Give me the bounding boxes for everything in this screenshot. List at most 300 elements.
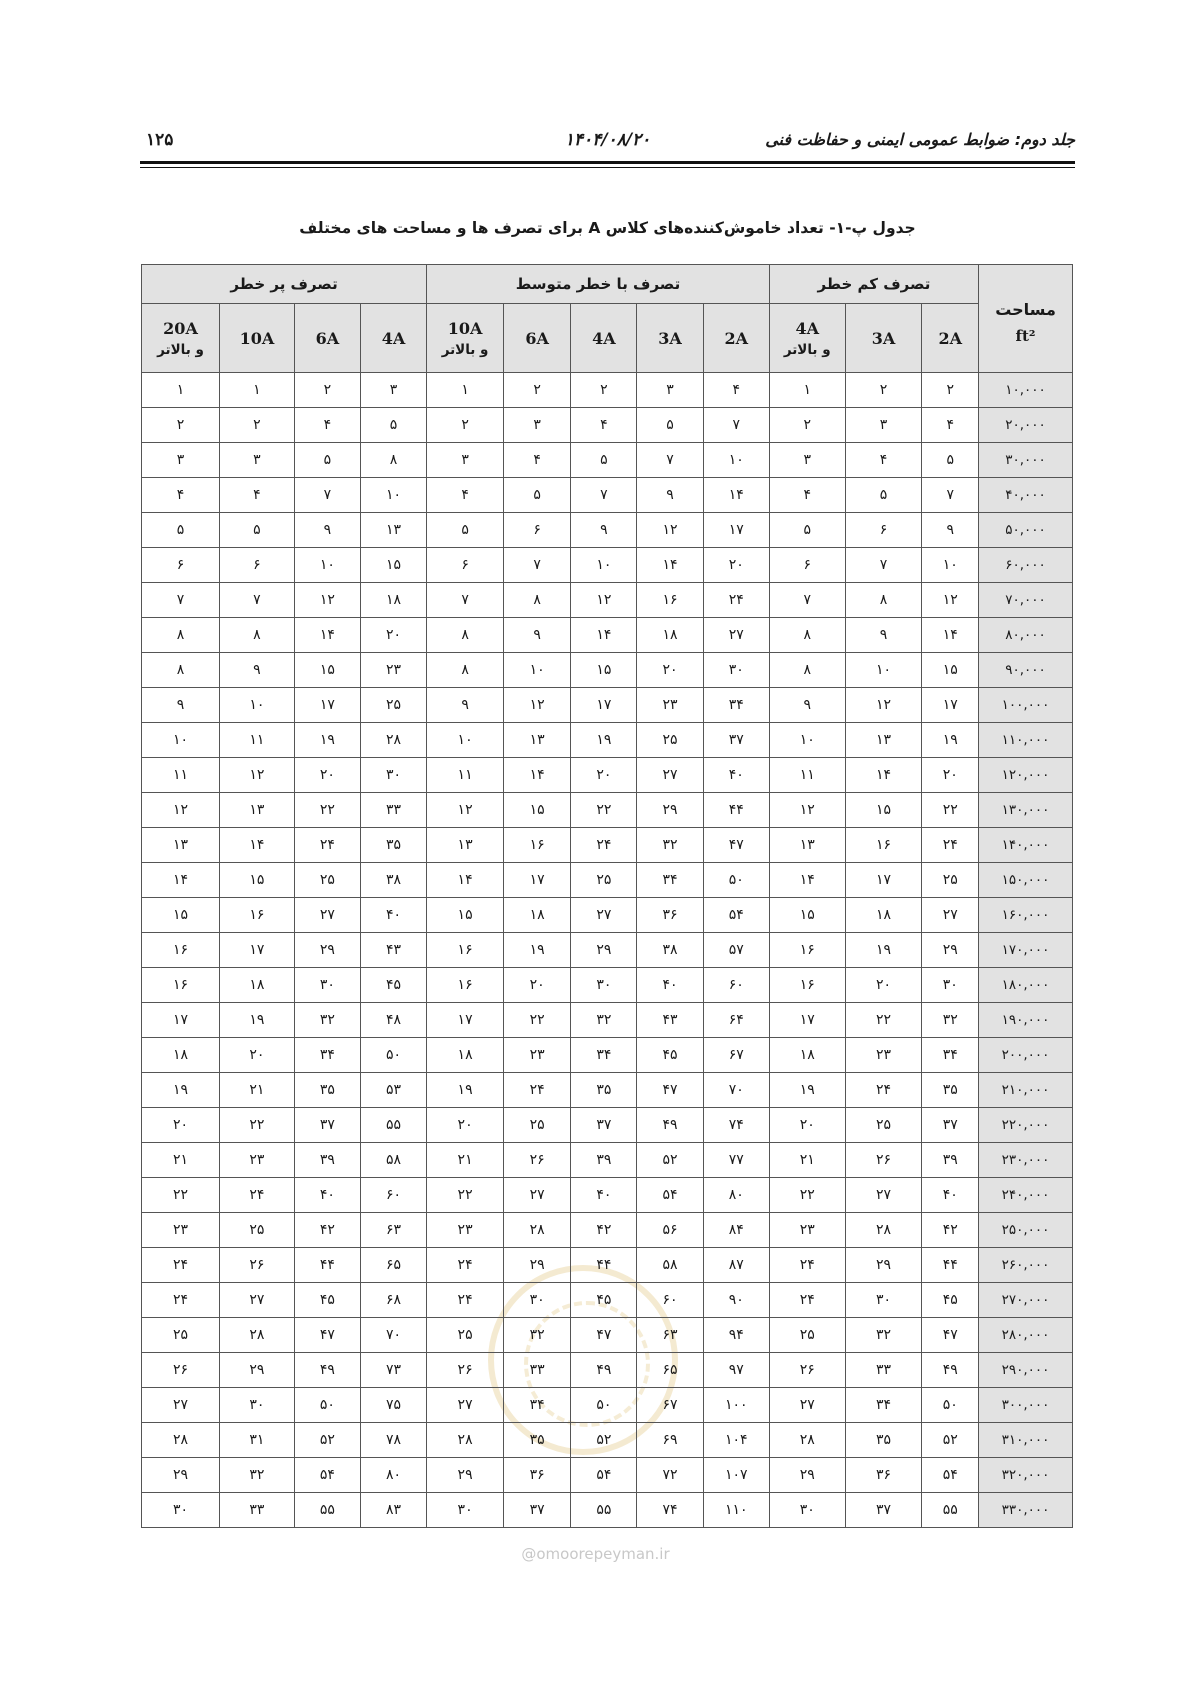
- count-cell: ۱۷: [504, 863, 571, 898]
- count-cell: ۳: [845, 408, 922, 443]
- table-row: [142, 688, 1073, 723]
- count-cell: ۴: [504, 443, 571, 478]
- count-cell: ۶: [845, 513, 922, 548]
- count-cell: ۳۰: [360, 758, 426, 793]
- count-cell: ۲۹: [220, 1353, 295, 1388]
- count-cell: ۸: [427, 653, 504, 688]
- count-cell: ۲۹: [571, 933, 637, 968]
- group-low-hazard: تصرف کم خطر: [769, 265, 978, 304]
- count-cell: ۱۷: [769, 1003, 845, 1038]
- count-cell: ۳: [637, 373, 703, 408]
- table-row: [142, 1423, 1073, 1458]
- count-cell: ۴۰: [294, 1178, 360, 1213]
- count-cell: ۱۷: [922, 688, 979, 723]
- count-cell: ۲۴: [294, 828, 360, 863]
- count-cell: ۱۲: [769, 793, 845, 828]
- area-cell: ۵۰,۰۰۰: [979, 513, 1073, 548]
- count-cell: ۷۲: [637, 1458, 703, 1493]
- count-cell: ۵: [504, 478, 571, 513]
- count-cell: ۳۸: [360, 863, 426, 898]
- count-cell: ۳۰: [220, 1388, 295, 1423]
- table-row: [142, 898, 1073, 933]
- count-cell: ۲۳: [427, 1213, 504, 1248]
- count-cell: ۵۰: [360, 1038, 426, 1073]
- count-cell: ۲۱: [220, 1073, 295, 1108]
- table-title: جدول پ-۱- تعداد خاموش‌کننده‌های کلاس A برای تصرف ها و مساحت های مختلف: [299, 219, 916, 237]
- count-cell: ۲۷: [220, 1283, 295, 1318]
- count-cell: ۲۶: [769, 1353, 845, 1388]
- count-cell: ۲۳: [637, 688, 703, 723]
- count-cell: ۳۰: [769, 1493, 845, 1528]
- class-header: 6A: [294, 304, 360, 373]
- count-cell: ۱۰: [427, 723, 504, 758]
- count-cell: ۲۲: [294, 793, 360, 828]
- area-label: مساحت: [995, 299, 1056, 319]
- count-cell: ۶۰: [637, 1283, 703, 1318]
- class-header: 3A: [637, 304, 703, 373]
- count-cell: ۱۴: [922, 618, 979, 653]
- count-cell: ۱۵: [571, 653, 637, 688]
- count-cell: ۸: [769, 653, 845, 688]
- count-cell: ۱۵: [220, 863, 295, 898]
- count-cell: ۵۵: [571, 1493, 637, 1528]
- table-row: [142, 1143, 1073, 1178]
- count-cell: ۳۳: [220, 1493, 295, 1528]
- count-cell: ۳۲: [294, 1003, 360, 1038]
- count-cell: ۲۰: [427, 1108, 504, 1143]
- count-cell: ۲۳: [845, 1038, 922, 1073]
- area-cell: ۳۰,۰۰۰: [979, 443, 1073, 478]
- count-cell: ۸: [504, 583, 571, 618]
- count-cell: ۳۴: [703, 688, 769, 723]
- count-cell: ۴۵: [637, 1038, 703, 1073]
- count-cell: ۶۳: [360, 1213, 426, 1248]
- count-cell: ۲۰: [294, 758, 360, 793]
- count-cell: ۱۴: [845, 758, 922, 793]
- table-row: [142, 513, 1073, 548]
- count-cell: ۴: [427, 478, 504, 513]
- count-cell: ۱۰: [360, 478, 426, 513]
- count-cell: ۴: [571, 408, 637, 443]
- count-cell: ۹: [427, 688, 504, 723]
- count-cell: ۹۰: [703, 1283, 769, 1318]
- count-cell: ۲۶: [504, 1143, 571, 1178]
- table-row: [142, 723, 1073, 758]
- area-cell: ۱۳۰,۰۰۰: [979, 793, 1073, 828]
- count-cell: ۵: [571, 443, 637, 478]
- area-cell: ۶۰,۰۰۰: [979, 548, 1073, 583]
- class-header: 3A: [845, 304, 922, 373]
- area-cell: ۱۱۰,۰۰۰: [979, 723, 1073, 758]
- count-cell: ۹: [220, 653, 295, 688]
- count-cell: ۳۷: [571, 1108, 637, 1143]
- count-cell: ۱۲: [845, 688, 922, 723]
- table-row: [142, 863, 1073, 898]
- count-cell: ۲۰: [142, 1108, 220, 1143]
- count-cell: ۸: [220, 618, 295, 653]
- count-cell: ۲۰: [637, 653, 703, 688]
- count-cell: ۹۴: [703, 1318, 769, 1353]
- count-cell: ۱۰: [142, 723, 220, 758]
- area-cell: ۹۰,۰۰۰: [979, 653, 1073, 688]
- count-cell: ۲۵: [845, 1108, 922, 1143]
- count-cell: ۲۸: [142, 1423, 220, 1458]
- count-cell: ۲۰: [922, 758, 979, 793]
- count-cell: ۱۰: [845, 653, 922, 688]
- count-cell: ۲۴: [220, 1178, 295, 1213]
- table-row: [142, 1353, 1073, 1388]
- group-header-row: [142, 265, 1073, 304]
- count-cell: ۹۷: [703, 1353, 769, 1388]
- count-cell: ۷: [769, 583, 845, 618]
- count-cell: ۶۰: [703, 968, 769, 1003]
- count-cell: ۳۹: [922, 1143, 979, 1178]
- count-cell: ۱۴: [220, 828, 295, 863]
- count-cell: ۲۳: [220, 1143, 295, 1178]
- count-cell: ۳۲: [504, 1318, 571, 1353]
- count-cell: ۸۰: [360, 1458, 426, 1493]
- count-cell: ۶۵: [637, 1353, 703, 1388]
- table-row: [142, 1283, 1073, 1318]
- count-cell: ۴۷: [571, 1318, 637, 1353]
- count-cell: ۵۰: [922, 1388, 979, 1423]
- table-row: [142, 548, 1073, 583]
- count-cell: ۶۸: [360, 1283, 426, 1318]
- table-row: [142, 408, 1073, 443]
- count-cell: ۱۷: [294, 688, 360, 723]
- count-cell: ۳: [220, 443, 295, 478]
- count-cell: ۲۳: [769, 1213, 845, 1248]
- count-cell: ۱۳: [427, 828, 504, 863]
- count-cell: ۵۲: [571, 1423, 637, 1458]
- table-row: [142, 828, 1073, 863]
- count-cell: ۸: [845, 583, 922, 618]
- count-cell: ۳۷: [504, 1493, 571, 1528]
- count-cell: ۵۸: [360, 1143, 426, 1178]
- count-cell: ۱۲: [637, 513, 703, 548]
- area-cell: ۱۰,۰۰۰: [979, 373, 1073, 408]
- count-cell: ۱۸: [360, 583, 426, 618]
- count-cell: ۲۶: [142, 1353, 220, 1388]
- count-cell: ۱۰: [220, 688, 295, 723]
- count-cell: ۷۰: [360, 1318, 426, 1353]
- table-row: [142, 1003, 1073, 1038]
- class-header-row: [142, 304, 1073, 373]
- count-cell: ۱۸: [504, 898, 571, 933]
- count-cell: ۶: [220, 548, 295, 583]
- count-cell: ۲۴: [845, 1073, 922, 1108]
- count-cell: ۱۶: [427, 933, 504, 968]
- table-row: [142, 373, 1073, 408]
- count-cell: ۲۴: [571, 828, 637, 863]
- count-cell: ۱۳: [142, 828, 220, 863]
- count-cell: ۲۲: [769, 1178, 845, 1213]
- count-cell: ۱۵: [504, 793, 571, 828]
- count-cell: ۶: [427, 548, 504, 583]
- count-cell: ۵: [220, 513, 295, 548]
- class-header: 20A و بالاتر: [142, 304, 220, 373]
- count-cell: ۲۷: [427, 1388, 504, 1423]
- page-header: [140, 130, 1075, 154]
- count-cell: ۳۶: [504, 1458, 571, 1493]
- count-cell: ۲۲: [427, 1178, 504, 1213]
- count-cell: ۷۴: [703, 1108, 769, 1143]
- count-cell: ۱۷: [571, 688, 637, 723]
- count-cell: ۱۶: [220, 898, 295, 933]
- count-cell: ۱۶: [504, 828, 571, 863]
- count-cell: ۷: [294, 478, 360, 513]
- count-cell: ۲۵: [922, 863, 979, 898]
- count-cell: ۳۵: [360, 828, 426, 863]
- table-row: [142, 1108, 1073, 1143]
- count-cell: ۱۶: [142, 933, 220, 968]
- count-cell: ۲۵: [294, 863, 360, 898]
- count-cell: ۸: [360, 443, 426, 478]
- count-cell: ۱۴: [703, 478, 769, 513]
- count-cell: ۳۴: [845, 1388, 922, 1423]
- count-cell: ۱۲: [294, 583, 360, 618]
- count-cell: ۴۹: [571, 1353, 637, 1388]
- count-cell: ۷۵: [360, 1388, 426, 1423]
- count-cell: ۱۹: [922, 723, 979, 758]
- count-cell: ۹: [571, 513, 637, 548]
- count-cell: ۴۷: [637, 1073, 703, 1108]
- count-cell: ۱۱: [220, 723, 295, 758]
- count-cell: ۱۴: [504, 758, 571, 793]
- count-cell: ۱۱: [427, 758, 504, 793]
- count-cell: ۷: [571, 478, 637, 513]
- count-cell: ۵: [769, 513, 845, 548]
- count-cell: ۶۰: [360, 1178, 426, 1213]
- count-cell: ۱: [142, 373, 220, 408]
- count-cell: ۴: [294, 408, 360, 443]
- count-cell: ۴۵: [294, 1283, 360, 1318]
- footer-website: @omoorepeyman.ir: [521, 1545, 670, 1563]
- count-cell: ۲۰: [703, 548, 769, 583]
- count-cell: ۵۰: [703, 863, 769, 898]
- count-cell: ۲۸: [504, 1213, 571, 1248]
- count-cell: ۱۴: [142, 863, 220, 898]
- count-cell: ۳۴: [294, 1038, 360, 1073]
- area-cell: ۲۰۰,۰۰۰: [979, 1038, 1073, 1073]
- count-cell: ۱۷: [142, 1003, 220, 1038]
- count-cell: ۲۵: [360, 688, 426, 723]
- table-row: [142, 443, 1073, 478]
- count-cell: ۹: [845, 618, 922, 653]
- count-cell: ۸۴: [703, 1213, 769, 1248]
- count-cell: ۱۶: [427, 968, 504, 1003]
- count-cell: ۴۰: [637, 968, 703, 1003]
- class-header: 10A و بالاتر: [427, 304, 504, 373]
- count-cell: ۴۹: [922, 1353, 979, 1388]
- count-cell: ۹: [922, 513, 979, 548]
- count-cell: ۳۳: [845, 1353, 922, 1388]
- count-cell: ۲۵: [142, 1318, 220, 1353]
- count-cell: ۳۴: [637, 863, 703, 898]
- count-cell: ۲۰: [360, 618, 426, 653]
- count-cell: ۵: [294, 443, 360, 478]
- count-cell: ۱۹: [769, 1073, 845, 1108]
- count-cell: ۲۴: [427, 1283, 504, 1318]
- count-cell: ۲: [427, 408, 504, 443]
- count-cell: ۱۹: [427, 1073, 504, 1108]
- count-cell: ۳۸: [637, 933, 703, 968]
- count-cell: ۲۷: [504, 1178, 571, 1213]
- count-cell: ۳۳: [504, 1353, 571, 1388]
- count-cell: ۵۴: [637, 1178, 703, 1213]
- table-row: [142, 618, 1073, 653]
- count-cell: ۱۳: [845, 723, 922, 758]
- count-cell: ۲۰: [571, 758, 637, 793]
- count-cell: ۵۸: [637, 1248, 703, 1283]
- area-cell: ۱۲۰,۰۰۰: [979, 758, 1073, 793]
- count-cell: ۷۴: [637, 1493, 703, 1528]
- count-cell: ۲۴: [142, 1283, 220, 1318]
- count-cell: ۲۲: [922, 793, 979, 828]
- count-cell: ۱۱۰: [703, 1493, 769, 1528]
- count-cell: ۱۷: [220, 933, 295, 968]
- count-cell: ۳۶: [637, 898, 703, 933]
- count-cell: ۱۰: [703, 443, 769, 478]
- table-row: [142, 933, 1073, 968]
- count-cell: ۵۵: [360, 1108, 426, 1143]
- area-cell: ۲۴۰,۰۰۰: [979, 1178, 1073, 1213]
- count-cell: ۳۰: [504, 1283, 571, 1318]
- table-row: [142, 1213, 1073, 1248]
- table-row: [142, 793, 1073, 828]
- area-cell: ۲۷۰,۰۰۰: [979, 1283, 1073, 1318]
- area-cell: ۱۰۰,۰۰۰: [979, 688, 1073, 723]
- group-high-hazard: تصرف پر خطر: [142, 265, 427, 304]
- count-cell: ۲۸: [845, 1213, 922, 1248]
- count-cell: ۲۰: [504, 968, 571, 1003]
- count-cell: ۳۵: [845, 1423, 922, 1458]
- table-row: [142, 1073, 1073, 1108]
- count-cell: ۴۰: [703, 758, 769, 793]
- class-header: 2A: [922, 304, 979, 373]
- count-cell: ۲۱: [142, 1143, 220, 1178]
- table-row: [142, 653, 1073, 688]
- count-cell: ۳: [769, 443, 845, 478]
- count-cell: ۲۴: [769, 1283, 845, 1318]
- count-cell: ۲۲: [504, 1003, 571, 1038]
- count-cell: ۶: [142, 548, 220, 583]
- count-cell: ۲۷: [571, 898, 637, 933]
- count-cell: ۱۰۰: [703, 1388, 769, 1423]
- count-cell: ۲۲: [220, 1108, 295, 1143]
- count-cell: ۸۰: [703, 1178, 769, 1213]
- area-cell: ۳۱۰,۰۰۰: [979, 1423, 1073, 1458]
- count-cell: ۳۷: [922, 1108, 979, 1143]
- count-cell: ۱۸: [220, 968, 295, 1003]
- area-cell: ۲۳۰,۰۰۰: [979, 1143, 1073, 1178]
- count-cell: ۲۳: [504, 1038, 571, 1073]
- count-cell: ۱۹: [504, 933, 571, 968]
- header-rule-thin: [140, 167, 1075, 168]
- count-cell: ۴: [142, 478, 220, 513]
- class-header: 4A: [360, 304, 426, 373]
- area-cell: ۴۰,۰۰۰: [979, 478, 1073, 513]
- count-cell: ۳۹: [571, 1143, 637, 1178]
- count-cell: ۲: [845, 373, 922, 408]
- count-cell: ۲۵: [637, 723, 703, 758]
- count-cell: ۴۷: [703, 828, 769, 863]
- count-cell: ۴۸: [360, 1003, 426, 1038]
- count-cell: ۲۴: [769, 1248, 845, 1283]
- count-cell: ۶۵: [360, 1248, 426, 1283]
- count-cell: ۱۸: [769, 1038, 845, 1073]
- count-cell: ۱۹: [571, 723, 637, 758]
- count-cell: ۱۵: [142, 898, 220, 933]
- count-cell: ۱۸: [845, 898, 922, 933]
- count-cell: ۳۲: [571, 1003, 637, 1038]
- table-row: [142, 758, 1073, 793]
- count-cell: ۱۸: [142, 1038, 220, 1073]
- table-row: [142, 583, 1073, 618]
- count-cell: ۷: [504, 548, 571, 583]
- count-cell: ۱۶: [769, 968, 845, 1003]
- count-cell: ۴۳: [637, 1003, 703, 1038]
- count-cell: ۱۰: [769, 723, 845, 758]
- count-cell: ۵: [360, 408, 426, 443]
- count-cell: ۲۹: [922, 933, 979, 968]
- count-cell: ۳۱: [220, 1423, 295, 1458]
- count-cell: ۴۴: [571, 1248, 637, 1283]
- area-cell: ۲۲۰,۰۰۰: [979, 1108, 1073, 1143]
- count-cell: ۱۰۷: [703, 1458, 769, 1493]
- area-cell: ۱۹۰,۰۰۰: [979, 1003, 1073, 1038]
- count-cell: ۲۹: [427, 1458, 504, 1493]
- count-cell: ۲۲: [845, 1003, 922, 1038]
- count-cell: ۲۴: [703, 583, 769, 618]
- count-cell: ۴۴: [703, 793, 769, 828]
- count-cell: ۱۳: [360, 513, 426, 548]
- count-cell: ۴: [220, 478, 295, 513]
- count-cell: ۱۵: [922, 653, 979, 688]
- count-cell: ۶۳: [637, 1318, 703, 1353]
- count-cell: ۳۲: [637, 828, 703, 863]
- area-cell: ۳۳۰,۰۰۰: [979, 1493, 1073, 1528]
- count-cell: ۱۴: [427, 863, 504, 898]
- area-cell: ۸۰,۰۰۰: [979, 618, 1073, 653]
- count-cell: ۴: [769, 478, 845, 513]
- count-cell: ۸: [427, 618, 504, 653]
- table-row: [142, 1318, 1073, 1353]
- count-cell: ۳۲: [845, 1318, 922, 1353]
- count-cell: ۲۶: [427, 1353, 504, 1388]
- count-cell: ۴۷: [294, 1318, 360, 1353]
- count-cell: ۵۳: [360, 1073, 426, 1108]
- count-cell: ۶۷: [703, 1038, 769, 1073]
- count-cell: ۷۸: [360, 1423, 426, 1458]
- count-cell: ۹: [142, 688, 220, 723]
- count-cell: ۱۶: [845, 828, 922, 863]
- page-number: ۱۲۵: [146, 130, 174, 150]
- count-cell: ۱۷: [703, 513, 769, 548]
- count-cell: ۴۷: [922, 1318, 979, 1353]
- area-cell: ۱۶۰,۰۰۰: [979, 898, 1073, 933]
- count-cell: ۳: [427, 443, 504, 478]
- count-cell: ۳۵: [294, 1073, 360, 1108]
- count-cell: ۲۰: [220, 1038, 295, 1073]
- count-cell: ۳۷: [703, 723, 769, 758]
- count-cell: ۵۴: [703, 898, 769, 933]
- count-cell: ۱۵: [845, 793, 922, 828]
- count-cell: ۴۹: [637, 1108, 703, 1143]
- table-row: [142, 1388, 1073, 1423]
- count-cell: ۲: [769, 408, 845, 443]
- count-cell: ۱۱: [142, 758, 220, 793]
